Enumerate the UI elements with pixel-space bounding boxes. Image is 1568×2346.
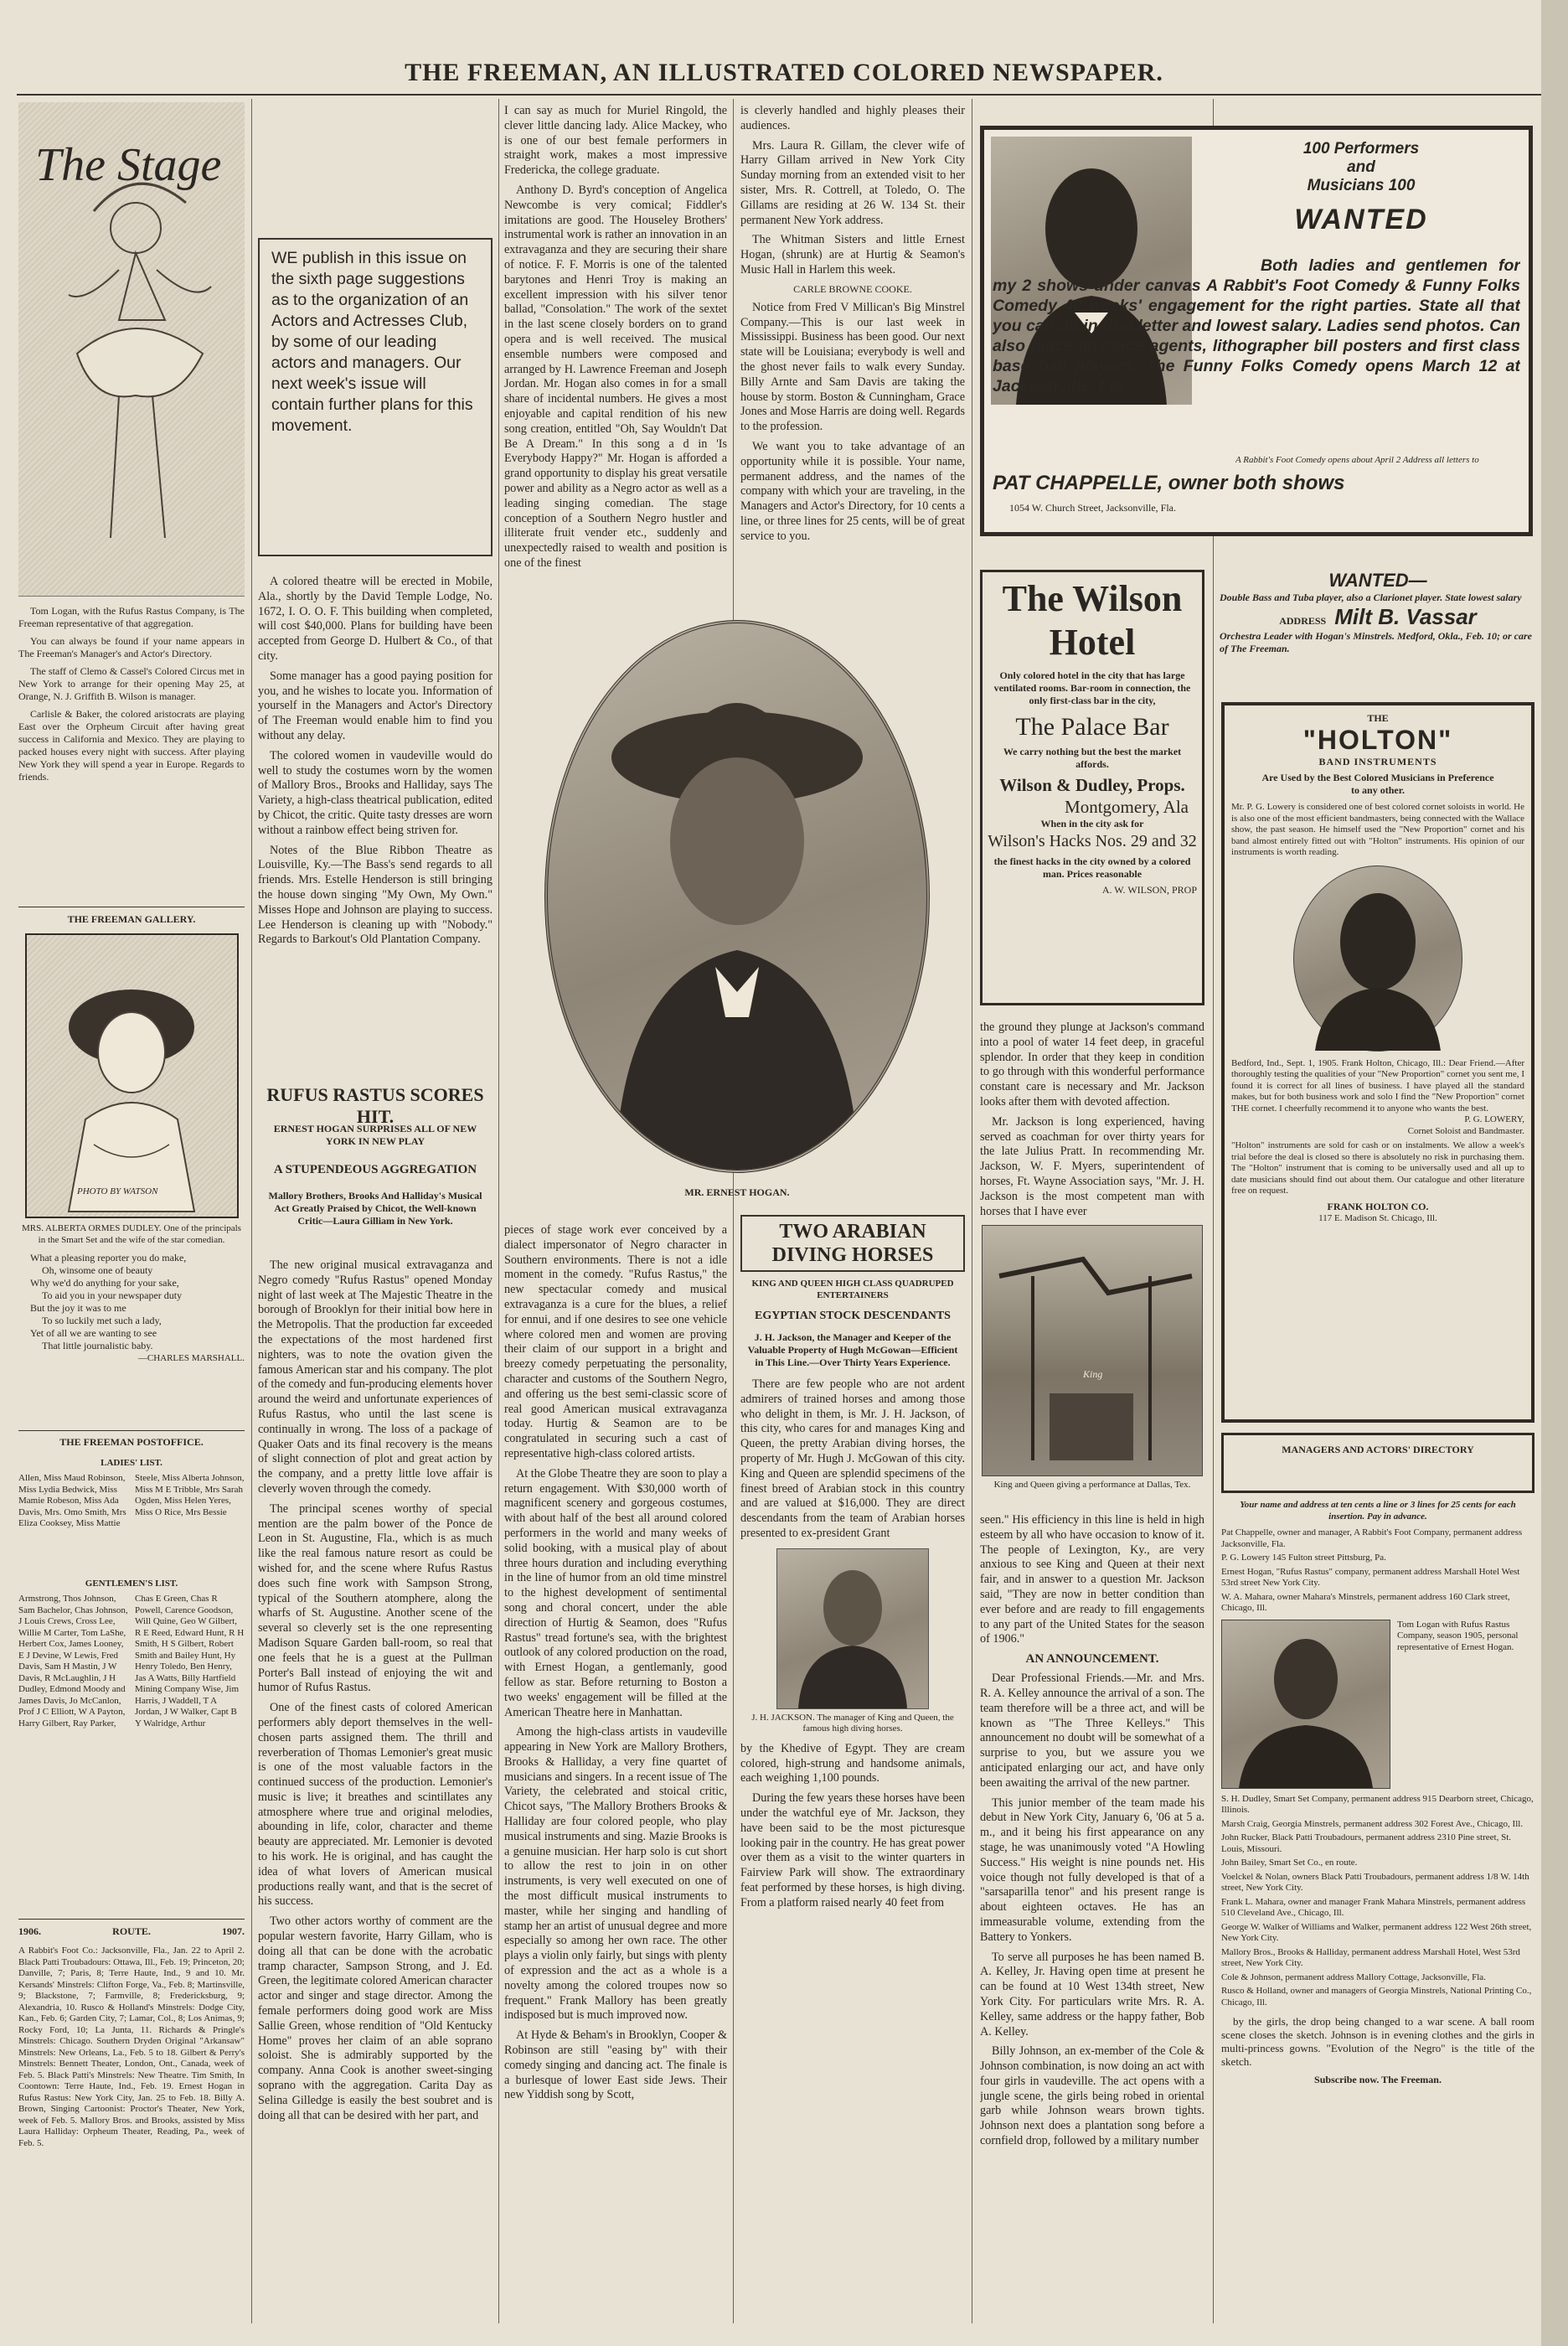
paragraph: seen." His efficiency in this line is held in high esteem by all who have occasion to know of it. The people of Lexington, Ky., are very anxious to see King and Queen at their next fair, and in answer to a question Mr. Jackson said, "They are now in better condition than ever before and are ready to fill engagements to any part of the United States for the season of 1906." <box>980 1513 1204 1646</box>
paragraph: the ground they plunge at Jackson's command into a pool of water 14 feet deep, in graceful splendor. In order that they keep in condition to go through with this wonderful performance constant care is necessary and Mr. Jackson looks after them with devoted affection. <box>980 1021 1204 1108</box>
paragraph: The Whitman Sisters and little Ernest Hogan, (shrunk) are at Hurtig & Seamon's Music Hall in Harlem this week. <box>740 233 965 276</box>
article-summary: Mallory Brothers, Brooks And Halliday's Musical Act Greatly Praised by Chicot, the Well-known Critic—Laura Gilliam in New York. <box>268 1190 482 1227</box>
man-in-hat-portrait-icon <box>548 623 926 1170</box>
paragraph: Among the high-class artists in vaudeville appearing in New York are Mallory Brothers, Brooks & Halliday, a very fine quartet of musicians and singers. In a recent issue of The Variety, the celebrated and stoical critic, Chicot says, "The Mallory Brothers Brooks & Halliday are four colored people, who play musical instruments and sing. Mazie Brooks is a genuine musician. Her harp solo is cut short to allow the rest to join in on other instruments, is very well executed on one of the most difficult musical instruments to master, while her singing and handling of stamp her an artist of unusual degree and more especially so among her own race. The other plays a violin only fairly, but sings with plenty of expression and the act as a whole is a novelty among the colored troupes now so frequent." Frank Mallory has been greatly indisposed but is much improved now. <box>504 1725 727 2023</box>
paragraph: The principal scenes worthy of special mention are the palm bower of the Ponce de Leon in St. Augustine, Fla., which is as much like the real famous nature resort as could be wished for, and the scene where Rufus Rastus does such fine work with Sampson Strong, typical of the Southern atomphere, along the wharfs of St. Augustine. Another scene of the several so cleverly set is the one representing Madison Square Garden ball-room, so real that one feels that he is a guest at the Pullman Porter's Ball instead of enjoying the wit and humor of Rufus Rastus. <box>258 1501 493 1695</box>
paragraph: This junior member of the team made his debut in New York City, January 6, '06 at 5 a. m., and it being his first appearance on any stage, he was unanimously voted "A Howling Success." His weight is nine pounds net. His voice though not fully developed is that of a "sarsaparilla tenor" and his present range is about eighteen octaves. He has an immeasurable volume, extending from the Battery to Yonkers. <box>980 1796 1204 1944</box>
holton-company: FRANK HOLTON CO. <box>1327 1200 1429 1212</box>
directory-entry: Mallory Bros., Brooks & Halliday, permanent address Marshall Hotel, West 53rd street, New York City. <box>1221 1946 1520 1968</box>
article-subhead: KING AND QUEEN HIGH CLASS QUADRUPED ENTERTAINERS <box>751 1279 954 1300</box>
wilson-hotel-ad <box>980 570 1204 1005</box>
editorial-box <box>258 238 493 556</box>
column-5-text <box>980 1021 1204 1222</box>
lowery-portrait <box>1293 866 1462 1052</box>
poem-line: That little journalistic baby. <box>42 1340 153 1351</box>
holton-the: THE <box>1367 712 1389 724</box>
column-5-lower <box>980 1513 1204 2333</box>
holton-signature-title: Cornet Soloist and Bandmaster. <box>1407 1125 1524 1136</box>
poem-line: What a pleasing reporter you do make, <box>30 1252 187 1263</box>
poem <box>30 1252 245 1365</box>
directory-entry: Frank L. Mahara, owner and manager Frank Mahara Minstrels, permanent address 510 Cleveland Ave., Chicago, Ill. <box>1221 1896 1526 1918</box>
column-4-top <box>740 104 965 607</box>
paragraph: Anthony D. Byrd's conception of Angelica Newcombe is very comical; Fiddler's imitations are good. The Houseley Brothers' instrumental work is rather an innovation in an extravaganza and they are securing their share of notice. F. F. Morris is one of the talented barytones and Henri Troy is making an excellent impression with his silver tenor ballad, "Consolation." The work of the sextet in the last scene closely borders on to grand opera and is well received. The musical ensemble numbers were composed and arranged by H. Lawrence Freeman and Joseph Jordan. Mr. Hogan also comes in for a small share of incidental numbers. He gives a most enjoyable and capital rendition of his new song creation, entitled "Oh, Say Wouldn't Dat Be A Dream." In this song a d in 'Is Everybody Happy?" Mr. Hogan is afforded a grand opportunity to display his great versatile power and ability as a Negro actor as well as a leading singing comedian. The stage conception of a Southern Negro hustler and illiterate fruit vender etc., suddenly and unexpectedly raised to wealth and position is one of the finest <box>504 183 727 570</box>
masthead-rule <box>17 94 1550 96</box>
wilson-signature: A. W. WILSON, PROP <box>1101 884 1197 896</box>
ad-headline-line: 100 Performers <box>1302 140 1420 158</box>
paragraph: Some manager has a good paying position for you, and he wishes to locate you. Information of yourself in the Managers and Actor's Directory of The Freeman would enable him to find you without any delay. <box>258 669 493 742</box>
paragraph: You can always be found if your name appears in The Freeman's Manager's and Actor's Directory. <box>18 635 245 659</box>
paragraph: There are few people who are not ardent admirers of trained horses and among those who delight in them, is Mr. J. H. Jackson, of this city, who cares for and manages King and Queen, the pretty Arabian diving horses, the property of Mr. Hugh J. McGowan of this city. King and Queen are splendid specimens of the finest breed of Arabian stock in this country and are valued at $16,000. They are direct descendants from the team of Arabian horses presented to ex-president Grant <box>740 1377 965 1540</box>
holton-sub: BAND INSTRUMENTS <box>1318 756 1437 767</box>
ad-name: PAT CHAPPELLE, owner both shows <box>993 472 1345 494</box>
paragraph: The colored women in vaudeville would do well to study the costumes worn by the women of Mallory Bros., Brooks and Halliday, says The Variety, a high-class theatrical publication, edited by Chicot, the critic. Quite tasty dresses are worn without a rainbow effect being striven for. <box>258 748 493 837</box>
ladies-list-heading: LADIES' LIST. <box>101 1458 162 1468</box>
gentlemen-list: Armstrong, Thos Johnson, Sam Bachelor, Chas Johnson, J Louis Crews, Cross Lee, Willie M Carter, Tom LaShe, Herbert Cox, James Looney, E J Devine, W Lewis, Fred Davis, Sam H Mastin, J W Davis, R McLaughlin, J H Dudley, Edmond Moody and James Davis, Jo McCanlon, Prof J C Elliott, W A Payton, Harry Gilbert, Ray Parker, Chas E Green, Chas R Powell, Carence Goodson, Will Quine, Geo W Gilbert, R E Reed, Edward Hunt, R H Smith, H S Gilbert, Robert Smith and Bailey Hunt, Hy Henry Toledo, Ben Henry, Jas A Watts, Billy Hartfield Mining Company Wise, Jim Harris, J Waddell, T A Jordan, J W Walker, Capt B Y Walridge, Arthur <box>18 1594 245 1728</box>
wilson-line: When in the city ask for <box>1040 818 1144 829</box>
directory <box>1221 1500 1534 2329</box>
holton-letter: Bedford, Ind., Sept. 1, 1905. Frank Holton, Chicago, Ill.: Dear Friend.—After thoroughly testing the qualities of your "New Proportion" cornet you sent me, I found it is correct for all lines of business. I have played all the standard makes, but for both business work and solo I find the "New Proportion" cornet THE cornet. I cheerfully recommend it to anyone who wants the best. <box>1231 1057 1524 1114</box>
ladies-list: Allen, Miss Maud Robinson, Miss Lydia Bedwick, Miss Mamie Robeson, Miss Ada Davis, Mrs. Omo Smith, Mrs Eliza Cooksey, Miss Mattie Steele, Miss Alberta Johnson, Miss M E Tribble, Mrs Sarah Ogden, Miss Helen Yeres, Miss O Rice, Mrs Bessie <box>18 1473 245 1528</box>
article-deck: EGYPTIAN STOCK DESCENDANTS <box>755 1310 951 1322</box>
stage-title: The Stage <box>35 139 222 191</box>
ad-headline-line: Musicians 100 <box>1307 177 1416 194</box>
vassar-ad <box>1220 570 1536 695</box>
jackson-photo <box>776 1548 929 1709</box>
paragraph: I can say as much for Muriel Ringold, the clever little dancing lady. Alice Mackey, who is one of our best female performers in straight work, makes a most impressive Fredericka, the college graduate. <box>504 104 727 178</box>
column-3-bottom <box>504 1223 727 2333</box>
directory-entry: Pat Chappelle, owner and manager, A Rabbit's Foot Company, permanent address Jacksonville, Fla. <box>1221 1527 1523 1549</box>
wilson-city: Montgomery, Ala <box>1065 797 1189 817</box>
column-1 <box>18 102 245 2331</box>
paragraph: One of the finest casts of colored American performers ably deport themselves in the well-chosen parts assigned them. The thrill and reverberation of Thomas Lemonier's great music is one of the most valuable factors in the continued success of the production. Lemonier's music is live; it breathes and scintillates any atmosphere where true and original melodies, abounding in life, color, character and theme beauty are appreciated. Mr. Lemonier is devoted to his work. He is original, and has caught the idea of what lovers of American musical productions really want, and that is the secret of his success. <box>258 1701 493 1909</box>
directory-entry: Ernest Hogan, "Rufus Rastus" company, permanent address Marshall Hotel West 53rd street New York City. <box>1221 1566 1520 1588</box>
poem-line: Yet of all we are wanting to see <box>30 1327 157 1339</box>
wanted-body: Double Bass and Tuba player, also a Clarionet player. State lowest salary <box>1220 592 1522 603</box>
masthead: THE FREEMAN, AN ILLUSTRATED COLORED NEWSPAPER. <box>405 59 1163 86</box>
holton-used: Are Used by the Best Colored Musicians in Preference to any other. <box>1261 772 1494 796</box>
article-headline: RUFUS RASTUS SCORES HIT. <box>266 1084 484 1127</box>
wanted-heading: WANTED— <box>1328 570 1427 591</box>
announcement-heading: AN ANNOUNCEMENT. <box>1025 1652 1159 1666</box>
directory-entry: Marsh Craig, Georgia Minstrels, permanent address 302 Forest Ave., Chicago, Ill. <box>1221 1818 1524 1829</box>
paragraph: Dear Professional Friends.—Mr. and Mrs. R. A. Kelley announce the arrival of a son. The team therefore will be a three act, and will be known as "The Three Kelleys." This announcement no doubt will be somewhat of a surprise to you, but we assure you we anticipated enlarging our act, and have only been awaiting the arrival of the new partner. <box>980 1672 1204 1790</box>
ad-headline <box>1235 140 1487 195</box>
poem-line: To aid you in your newspaper duty <box>42 1289 183 1301</box>
wilson-line: Only colored hotel in the city that has large ventilated rooms. Bar-room in connection, the only first-class bar in the city, <box>993 669 1191 706</box>
directory-entry: Rusco & Holland, owner and managers of Georgia Minstrels, National Printing Co., Chicago, Ill. <box>1221 1986 1532 2008</box>
jackson-caption: J. H. JACKSON. The manager of King and Queen, the famous high diving horses. <box>751 1712 954 1734</box>
paragraph: The staff of Clemo & Cassel's Colored Circus met in New York to arrange for their opening May 25, at Orange, N. J. Griffith B. Wilson is manager. <box>18 665 245 702</box>
paragraph: Carlisle & Baker, the colored aristocrats are playing East over the Orpheum Circuit after having great success in California and Mexico. They are playing to packed houses every night with success. After playing New York they will spend a year in Europe. Regards to friends. <box>18 708 245 783</box>
column-rule <box>251 99 252 2323</box>
rufus-rastus-article <box>258 1258 493 2333</box>
column-rule <box>498 99 499 2323</box>
holton-signature: P. G. LOWERY, <box>1464 1114 1524 1124</box>
directory-entry: W. A. Mahara, owner Mahara's Minstrels, permanent address 160 Clark street, Chicago, Ill. <box>1221 1591 1510 1613</box>
paragraph: A colored theatre will be erected in Mobile, Ala., shortly by the David Temple Lodge, No. 1672, I. O. O. F. This building when completed, will cost $40,000. Plans for building have been accepted from George D. Hulbert & Co., of that city. <box>258 575 493 663</box>
paragraph: Mr. Jackson is long experienced, having served as coachman for over thirty years for the late Julius Pratt. In recommending Mr. Jackson, W. F. Myers, superintendent of horses, Ft. Wayne Association says, "Mr. J. H. Jackson is the most competent man with horses that I have ever <box>980 1114 1204 1218</box>
directory-entry: Cole & Johnson, permanent address Mallory Cottage, Jacksonville, Fla. <box>1221 1971 1486 1982</box>
divider <box>18 1430 245 1431</box>
article-summary: J. H. Jackson, the Manager and Keeper of the Valuable Property of Hugh McGowan—Efficient in This Line.—Over Thirty Years Experience. <box>747 1331 958 1368</box>
vassar-body: Orchestra Leader with Hogan's Minstrels. Medford, Okla., Feb. 10; or care of The Freeman. <box>1220 630 1533 654</box>
directory-intro: Your name and address at ten cents a line or 3 lines for 25 cents for each insertion. Pay in advance. <box>1240 1500 1516 1522</box>
diving-horses-article <box>740 1215 965 2333</box>
paragraph: Mrs. Laura R. Gillam, the clever wife of Harry Gillam arrived in New York City Sunday morning from an extended visit to her sister, Mrs. R. Cottrell, at Toledo, O. The Gillams are residing at 26 W. 134 St. their permanent New York address. <box>740 138 965 227</box>
route-year: 1907. <box>222 1925 245 1937</box>
gallery-portrait <box>25 933 239 1218</box>
poem-line: To so luckily met such a lady, <box>42 1315 162 1326</box>
photo-label: King <box>1083 1368 1103 1380</box>
man-portrait-icon <box>1222 1620 1390 1788</box>
route-title: ROUTE. <box>112 1925 151 1937</box>
photo-credit: PHOTO BY WATSON <box>77 1186 158 1196</box>
hogan-portrait-frame <box>511 620 963 1215</box>
holton-body: Mr. P. G. Lowery is considered one of best colored cornet soloists in world. He is also one of the most efficient bandmasters, being connected with the Wallace show, the past season. He himself used the "New Proportion" cornet and his band almost entirely fitted out with "Holton" instruments. His opinion of our instruments is worth reading. <box>1231 802 1524 857</box>
paragraph: At Hyde & Beham's in Brooklyn, Cooper & Robinson are still "easing by" with their comedy singing and dancing act. The finale is a burlesque of lower East side Jews. Their new Yiddish song by Scott, <box>504 2028 727 2102</box>
byline: CARLE BROWNE COOKE. <box>793 282 912 295</box>
poem-line: Why we'd do anything for your sake, <box>30 1277 179 1289</box>
editorial-note: WE publish in this issue on the sixth page suggestions as to the organization of an Actors and Actresses Club, by some of our leading actors and managers. Our next week's issue will contain further plans for this movement. <box>271 249 473 435</box>
directory-entry: John Rucker, Black Patti Troubadours, permanent address 2310 Pine street, St. Louis, Missouri. <box>1221 1832 1512 1854</box>
logan-caption: Tom Logan with Rufus Rastus Company, season 1905, personal representative of Ernest Hogan. <box>1397 1619 1519 1652</box>
poem-line: Oh, winsome one of beauty <box>42 1264 153 1276</box>
directory-entry: Voelckel & Nolan, owners Black Patti Troubadours, permanent address 1/8 W. 14th street, New York City. <box>1221 1871 1529 1893</box>
wilson-props: Wilson & Dudley, Props. <box>999 775 1185 795</box>
paragraph: by the girls, the drop being changed to a war scene. A ball room scene closes the sketch. Johnson is in evening clothes and the girls in multi-princess gowns. "Evolution of the Negro" is the title of the sketch. <box>1221 2015 1534 2068</box>
poem-line: But the joy it was to me <box>30 1302 126 1314</box>
ad-body: Both ladies and gentlemen for my 2 shows under canvas A Rabbit's Foot Comedy & Funny Folks Comedy 40 weeks' engagement for the right parties. State all that you can do in first letter and lowest salary. Ladies send photos. Can also place advance agents, lithographer bill posters and first class base ball players. The Funny Folks Comedy opens March 12 at Jacksonville, Fla. <box>993 256 1520 395</box>
paragraph: At the Globe Theatre they are soon to play a return engagement. With $30,000 worth of magnificent scenery and gorgeous costumes, with about half of the best all around colored performers in the world and many weeks of solid booking, with a musical play of about three hours duration and including everything in the line of humor from an old time minstrel to the highest development of sentimental song and choral concert, under the able direction of Hurtig & Seamon, does "Rufus Rastus" tread fortune's sea, with the brightest outlook of any colored production on the road, with Ernest Hogan, a gentlemanly, good fellow as star. Before returning to Boston a two weeks' engagement will be filled at the American Theatre here in Manhattan. <box>504 1466 727 1719</box>
paragraph: pieces of stage work ever conceived by a dialect impersonator of Negro character in Southern environments. There is not a idle moment in the comedy. "Rufus Rastus," the new spectacular comedy and musical extravaganza is a cure for the blues, a relief for ennui, and if one desires to see one vehicle where colored men and women are proving their claim of our support in a bright and breezy comedy perpetuating the personality, character and customs of the Southern Negro, and offering us the best semi-classic score of real good American musical extravaganza today. Hurtig & Seamon are to be congratulated in securing such a cast of representative high-class colored artists. <box>504 1223 727 1460</box>
article-subhead: ERNEST HOGAN SURPRISES ALL OF NEW YORK IN NEW PLAY <box>273 1123 477 1147</box>
chappelle-advertisement <box>980 126 1533 536</box>
paragraph: Billy Johnson, an ex-member of the Cole & Johnson combination, is now doing an act with four girls in vaudeville. The act opens with a jungle scene, the girls being robed in oriental garb while Johnson wears brown tights. Johnson next does a plantation song before a cornfield drop, followed by a military number <box>980 2044 1204 2148</box>
ad-sub: A Rabbit's Foot Comedy opens about April 2 Address all letters to <box>1235 455 1479 465</box>
postoffice-heading: THE FREEMAN POSTOFFICE. <box>59 1436 204 1448</box>
route-list: A Rabbit's Foot Co.: Jacksonville, Fla., Jan. 22 to April 2. Black Patti Troubadours: Ottawa, Ill., Feb. 19; Princeton, 20; Danville, 7; Paris, 8; Terre Haute, Ind., 9 and 10. Mr. Kersands' Minstrels: Clifton Forge, Va., Feb. 8; Martinsville, 9; Blackstone, 7; Farmville, 8; Fredericksburg, 9; Alexandria, 10. Rusco & Holland's Minstrels: Dodge City, Kan., Feb. 6; Garden City, 7; Lamar, Col., 8; Los Animas, 9; Rocky Ford, 10; La Junta, 11. Richards & Pringle's Minstrels: Chicago. Southern Dryden Original "Arkansaw" Minstrels: New Orleans, La., Feb. 5 to 18. Gilbert & Perry's Minstrels: Bennett Theater, London, Ont., Canada, week of Feb. 5. Black Patti's Minstrels: New Theatre. Tim Smith, In Coontown: Terre Haute, Ind., Feb. 19. Ernest Hogan in Rufus Rastus: New York City, Jan. 25 to Feb. 18. Billy A. Brown, Singing Cartoonist: Proctor's Theater, New York, week of Feb. 5. Mallory Bros. and Brooks, assisted by Miss Laura Halliday: Orpheum Theater, Reading, Pa., week of Feb. 5. <box>18 1946 245 2148</box>
diving-horses-photo <box>982 1225 1203 1476</box>
wilson-line: We carry nothing but the best the market affords. <box>1003 746 1182 770</box>
page-edge <box>1541 0 1568 2346</box>
ad-headline-line: and <box>1347 158 1375 176</box>
holton-name: "HOLTON" <box>1302 725 1453 755</box>
paragraph: Two other actors worthy of comment are the popular western favorite, Harry Gillam, who is doing all that can be done with the acrobatic tramp character, Sampson Strong, and J. Ed. Green, the legitimate colored American character actor and singer and stage director. Among the female performers doing good work are Miss Sallie Green, whose rendition of "Old Kentucky Home" proves her claim of an able soprano soloist. She is admirably supported by the company. Anna Cook is another sweet-singing soprano with the aggregation. Carita Day as Selina Gilledge is easily the best soubret and is doing all that can be desired with her part, and <box>258 1915 493 2122</box>
wilson-palace: The Palace Bar <box>1015 713 1169 741</box>
ad-wanted: WANTED <box>1294 204 1428 235</box>
diving-platform-scene-icon <box>983 1226 1203 1476</box>
holton-ad <box>1221 702 1534 1423</box>
paragraph: The new original musical extravaganza and Negro comedy "Rufus Rastus" opened Monday night of last week at The Majestic Theatre in the borough of Brooklyn for their initial bow here in the Metropolis. That the production far exceeded the expectations of the most hardened first nighters, was to note the ovation given the famous American star and his company. The plot of the comedy and fun-producing elements hover around the weird and unfortunate experiences of Rufus Rastus, who until the last scene is continually in wrong. The loss of a package of Quaker Oats and its final recovery is the means of slight connection of plot and great action by the company, and a pretty little love affair is cleverly woven through the comedy. <box>258 1258 493 1496</box>
paragraph: To serve all purposes he has been named B. A. Kelley, Jr. Having open time at present he can be found at 10 West 134th street, New York City. For particulars write Mrs. R. A. Kelley, same address or the happy father, Bob A. Kelley. <box>980 1950 1204 2039</box>
photo-caption: King and Queen giving a performance at Dallas, Tex. <box>993 1480 1191 1490</box>
vassar-name: Milt B. Vassar <box>1334 604 1477 629</box>
article-headline: TWO ARABIAN DIVING HORSES <box>740 1215 965 1272</box>
holton-body: "Holton" instruments are sold for cash or on instalments. We allow a week's trial before the deal is closed so there is absolutely no risk in purchasing them. The "Holton" instrument that is coming to be universally used and all up to date musicians should find out about them. Our catalogue and other literature free on request. <box>1231 1140 1524 1196</box>
poem-author: —CHARLES MARSHALL. <box>137 1353 245 1363</box>
directory-entry: George W. Walker of Williams and Walker, permanent address 122 West 26th street, New York City. <box>1221 1921 1532 1943</box>
gentlemen-list-heading: GENTLEMEN'S LIST. <box>85 1579 178 1589</box>
column-2-notes <box>258 575 493 953</box>
paragraph: is cleverly handled and highly pleases their audiences. <box>740 104 965 132</box>
ad-address: 1054 W. Church Street, Jacksonville, Fla. <box>1009 502 1176 514</box>
wilson-title: The Wilson Hotel <box>1002 578 1183 663</box>
divider <box>18 1919 245 1920</box>
man-portrait-icon <box>777 1549 928 1708</box>
column-1-text <box>18 605 245 788</box>
route-year: 1906. <box>18 1925 41 1937</box>
holton-address: 117 E. Madison St. Chicago, Ill. <box>1318 1212 1437 1223</box>
paragraph: Tom Logan, with the Rufus Rastus Company, is The Freeman representative of that aggregation. <box>18 605 245 629</box>
article-deck: A STUPENDEOUS AGGREGATION <box>273 1163 477 1176</box>
directory-heading: MANAGERS AND ACTORS' DIRECTORY <box>1282 1444 1474 1455</box>
paragraph: by the Khedive of Egypt. They are cream colored, high-strung and handsome animals, each weighing 1,100 pounds. <box>740 1741 965 1785</box>
paragraph: Notice from Fred V Millican's Big Minstrel Company.—This is our last week in Mississippi. Business has been good. Our next state will be Louisiana; everybody is well and the ghost never fails to walk every Sunday. Billy Arnte and Sam Davis are taking the house by storm. Boston & Cunningham, Grace Jones and Mose Harris are doing well. Regards to the profession. <box>740 300 965 434</box>
paragraph: We want you to take advantage of an opportunity while it is possible. Your name, permanent address, and the names of the company with which your are traveling, in the Managers and Actor's Directory, for 10 cents a line, or three lines for 25 cents, will be of great service to you. <box>740 439 965 543</box>
address-label: ADDRESS <box>1279 615 1327 627</box>
hogan-caption: MR. ERNEST HOGAN. <box>684 1186 790 1198</box>
directory-heading-box <box>1221 1433 1534 1493</box>
gallery-heading: THE FREEMAN GALLERY. <box>67 913 196 925</box>
column-2 <box>258 104 493 2333</box>
directory-entry: P. G. Lowery 145 Fulton street Pittsburg, Pa. <box>1221 1553 1386 1563</box>
man-portrait-icon <box>1294 866 1462 1051</box>
gallery-caption: MRS. ALBERTA ORMES DUDLEY. One of the principals in the Smart Set and the wife of the star comedian. <box>22 1223 241 1245</box>
paragraph: During the few years these horses have been under the watchful eye of Mr. Jackson, they have been said to be the most picturesque looking pair in the country. He has great power over them as a visit to the winter quarters in Fairview Park will show. The extraordinary feat performed by these horses, is high diving. From a platform raised nearly 40 feet from <box>740 1791 965 1909</box>
column-3-top <box>504 104 727 607</box>
hogan-portrait <box>544 620 930 1173</box>
wilson-line: the finest hacks in the city owned by a colored man. Prices reasonable <box>993 855 1191 880</box>
woman-portrait-sketch-icon <box>27 935 237 1217</box>
subscribe-line: Subscribe now. The Freeman. <box>1314 2074 1442 2085</box>
directory-entry: S. H. Dudley, Smart Set Company, permanent address 915 Dearborn street, Chicago, Illinois. <box>1221 1793 1534 1815</box>
logan-portrait <box>1221 1620 1390 1789</box>
paragraph: Notes of the Blue Ribbon Theatre as Louisville, Ky.—The Bass's send regards to all friends. Mrs. Estelle Henderson is still bringing the house down singing "My Own, My Own." Misses Hope and Johnson are playing to success. Lee Henderson is cleaning up with "Nobody." Regards to Barkout's Old Plantation Company. <box>258 843 493 947</box>
wilson-hacks: Wilson's Hacks Nos. 29 and 32 <box>988 832 1197 850</box>
directory-entry: John Bailey, Smart Set Co., en route. <box>1221 1858 1358 1868</box>
route-heading <box>18 1925 245 1938</box>
